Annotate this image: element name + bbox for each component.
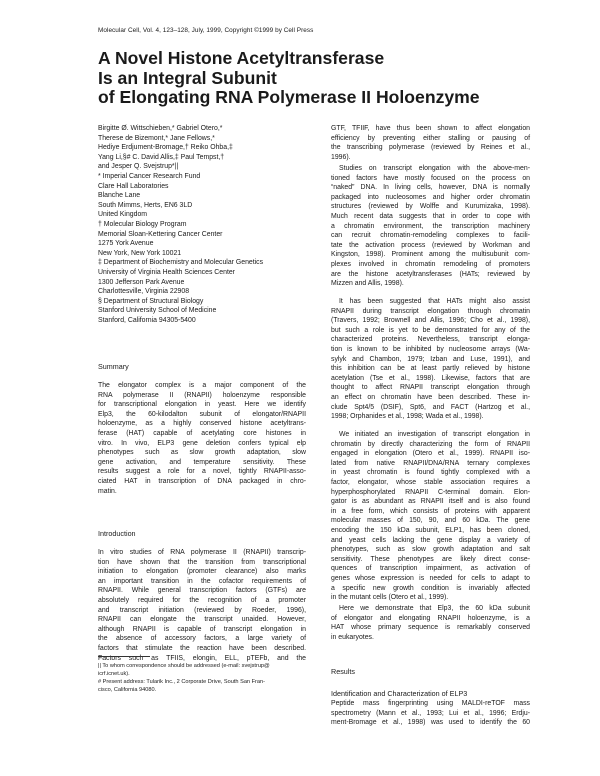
title-line: of Elongating RNA Polymerase II Holoenzyme xyxy=(98,87,480,107)
body-line: RNAPII during transcript elongation through chromatin xyxy=(331,307,530,315)
paragraph-investigation xyxy=(331,430,530,603)
affiliation-line: 1300 Jefferson Park Avenue xyxy=(98,278,185,286)
footnote-divider xyxy=(98,656,150,657)
title-line: Is an Integral Subunit xyxy=(98,67,277,88)
body-line: quences of transcription impairment, as activation of xyxy=(331,565,530,573)
body-line: in a free form, which consists of proteins with apparent xyxy=(331,507,530,515)
article-title xyxy=(98,49,538,108)
body-line: molecular masses of 150, 90, and 60 kDa. The gene xyxy=(331,517,530,525)
summary-line: gene activation, and temperature sensitivity. These xyxy=(98,458,306,466)
paragraph-chromatin xyxy=(331,164,530,289)
summary-line: vitro. In vivo, ELP3 gene deletion confers typical elp xyxy=(98,439,306,447)
summary-line: The elongator complex is a major component of the xyxy=(98,382,306,389)
results-line: Peptide mass fingerprinting using MALDI-reTOF mass xyxy=(331,700,530,707)
body-line: plexes involved in chromatin remodeling of promoters xyxy=(331,260,530,268)
body-line: this inhibition can be at least partly relieved by histone xyxy=(331,365,530,373)
body-line: tate the activation process (reviewed by Workman and xyxy=(331,241,530,249)
body-line: “naked” DNA. In living cells, however, DNA is normally xyxy=(331,184,530,192)
intro-line: and transcript initiation (reviewed by Roeder, 1996), xyxy=(98,606,306,614)
body-line: Much recent data suggests that in order to cope with xyxy=(331,212,530,220)
footnotes xyxy=(98,662,270,694)
summary-heading: Summary xyxy=(98,362,129,371)
body-line: GTF, TFIIF, have thus been shown to affect elongation xyxy=(331,125,530,132)
body-line: sylyk and Chambon, 1979; Izban and Luse, 1991), and xyxy=(331,355,530,363)
body-line: hyperphosphorylated RNAPII C-terminal domain. Elon- xyxy=(331,488,530,496)
authors-affiliations xyxy=(98,124,263,325)
affiliation-line: University of Virginia Health Sciences Center xyxy=(98,268,235,276)
body-line: acetylation (Tse et al., 1998). Likewise, factors that are xyxy=(331,374,530,382)
footnote-line: icrf.icnet.uk). xyxy=(98,671,130,678)
body-line: Kingston, 1998). Prominent among the multisubunit com- xyxy=(331,251,530,259)
paragraph-elp3 xyxy=(331,604,530,642)
body-line: factor, elongator, whose stable association requires a xyxy=(331,478,530,486)
affiliation-line: * Imperial Cancer Research Fund xyxy=(98,172,201,180)
intro-line: factors that stimulate the reaction have been described. xyxy=(98,644,306,652)
body-line: and yeast cells lacking the gene display a variety of xyxy=(331,536,530,544)
summary-line: matin. xyxy=(98,487,117,495)
author-line: Hediye Erdjument-Bromage,† Reiko Ohba,‡ xyxy=(98,144,233,152)
intro-line: RNAPII. While general transcription factors (GTFs) are xyxy=(98,587,306,595)
title-line: A Novel Histone Acetyltransferase xyxy=(98,48,385,68)
body-line: tion is known to be inhibited by nucleosome arrays (Wa- xyxy=(331,345,530,353)
body-line: in the mutant cells (Otero et al., 1999). xyxy=(331,594,449,602)
intro-line: initiation to elongation (promoter clearance) also marks xyxy=(98,568,306,576)
summary-line: results suggest a role for a novel, tightly RNAPII-asso- xyxy=(98,468,306,476)
body-line: packaged into nucleosomes and higher order chromatin xyxy=(331,193,530,201)
introduction-heading: Introduction xyxy=(98,529,136,538)
summary-line: ciated HAT in transcription of DNA packaged in chro- xyxy=(98,477,306,485)
summary-line: Elp3, the 60-kilodalton subunit of elongator/RNAPII xyxy=(98,410,306,418)
summary-text xyxy=(98,381,306,496)
summary-line: for transcriptional elongation in yeast. Here we identify xyxy=(98,401,306,409)
intro-line: In vitro studies of RNA polymerase II (RNAPII) transcrip- xyxy=(98,549,306,556)
journal-citation: Molecular Cell, Vol. 4, 123–128, July, 1999, Copyright ©1999 by Cell Press xyxy=(98,27,314,34)
body-line: are the histone acetyltransferases (HATs; reviewed by xyxy=(331,270,530,278)
body-line: thought to affect RNAPII transcript elongation through xyxy=(331,384,530,392)
intro-continued-text xyxy=(331,124,530,162)
affiliation-line: Stanford University School of Medicine xyxy=(98,307,217,315)
affiliation-line: United Kingdom xyxy=(98,211,148,219)
body-line: of elongator and elongating RNAPII holoenzyme, is a xyxy=(331,614,530,622)
affiliation-line: Clare Hall Laboratories xyxy=(98,182,169,190)
affiliation-line: Stanford, California 94305-5400 xyxy=(98,316,196,324)
body-line: Studies on transcript elongation with the above-men- xyxy=(339,165,530,172)
body-line: an effect on chromatin have been described. These in- xyxy=(331,393,530,401)
body-line: chromatin by directly characterizing the form of RNAPII xyxy=(331,440,530,448)
author-line: and Jesper Q. Svejstrup*|| xyxy=(98,163,179,171)
affiliation-line: 1275 York Avenue xyxy=(98,240,154,248)
body-line: sensitivity. These phenotypes are likely direct conse- xyxy=(331,555,530,563)
results-line: spectrometry (Mann et al., 1993; Lui et al., 1996; Erdju- xyxy=(331,709,530,717)
body-line: (Travers, 1992; Brownell and Allis, 1996; Cho et al., 1998), xyxy=(331,317,530,325)
body-line: phenotypes, such as slow growth adaptation and salt xyxy=(331,546,530,554)
footnote-line: # Present address: Tularik Inc., 2 Corporate Drive, South San Fran- xyxy=(98,679,265,686)
body-line: 1998; Orphanides et al., 1998; Wada et al., 1998). xyxy=(331,413,484,421)
affiliation-line: New York, New York 10021 xyxy=(98,249,182,257)
body-line: engaged in elongation (Otero et al., 1999). RNAPII iso- xyxy=(331,450,530,458)
intro-line: RNAPII can elongate the transcript unaided. However, xyxy=(98,616,306,624)
results-text xyxy=(331,699,530,728)
author-line: Yang Li,§# C. David Allis,‡ Paul Tempst,† xyxy=(98,153,225,161)
summary-line: ferase (HAT) capable of acetylating core histones in xyxy=(98,429,306,437)
affiliation-line: Blanche Lane xyxy=(98,192,141,200)
paragraph-hats xyxy=(331,297,530,422)
body-line: Mizzen and Allis, 1998). xyxy=(331,280,404,288)
intro-line: tion have shown that the transition from transcriptional xyxy=(98,558,306,566)
body-line: a specific new growth condition is invariably affected xyxy=(331,584,530,592)
affiliation-line: South Mimms, Herts, EN6 3LD xyxy=(98,201,193,209)
summary-line: phenotypes such as slow growth adaptation, slow xyxy=(98,449,306,457)
affiliation-line: Memorial Sloan-Kettering Cancer Center xyxy=(98,230,223,238)
body-line: clude Spt4/5 (DSIF), Spt6, and FACT (Hartzog et al., xyxy=(331,403,530,411)
author-line: Therese de Bizemont,* Jane Fellows,* xyxy=(98,134,215,142)
body-line: a chromatin environment, the transcription machinery xyxy=(331,222,530,230)
body-line: characterized proteins. Nevertheless, transcript elonga- xyxy=(331,336,530,344)
body-line: structures (reviewed by Wolffe and Kurumizaka, 1998). xyxy=(331,203,530,211)
footnote-line: cisco, California 94080. xyxy=(98,687,157,694)
body-line: can recruit chromatin-remodeling complexes to facili- xyxy=(331,232,530,240)
subsection-heading: Identification and Characterization of ELP3 xyxy=(331,689,468,698)
body-line: We initiated an investigation of transcript elongation in xyxy=(339,431,530,438)
author-line: Birgitte Ø. Wittschieben,* Gabriel Otero,* xyxy=(98,125,223,132)
intro-line: Factors such as TFIIS, elongin, ELL, pTEFb, and the xyxy=(98,654,306,662)
introduction-text xyxy=(98,548,306,663)
intro-line: the absence of accessory factors, a large variety of xyxy=(98,635,306,643)
intro-line: although RNAPII is capable of transcript elongation in xyxy=(98,625,306,633)
body-line: encoding the 150 kDa subunit, ELP1, has been cloned, xyxy=(331,526,530,534)
body-line: the transcribing polymerase (reviewed by Reines et al., xyxy=(331,144,530,152)
body-line: efficiency by preventing either stalling or pausing of xyxy=(331,134,530,142)
body-line: lated from native RNAPII/DNA/RNA ternary complexes xyxy=(331,459,530,467)
body-line: in yeast chromatin is found tightly complexed with a xyxy=(331,469,530,477)
affiliation-line: Charlottesville, Virginia 22908 xyxy=(98,288,190,296)
affiliation-line: § Department of Structural Biology xyxy=(98,297,204,305)
body-line: gator is as abundant as RNAPII itself and is also found xyxy=(331,498,530,506)
summary-line: holoenzyme, as a highly conserved histone acetyltrans- xyxy=(98,420,306,428)
results-line: ment-Bromage et al., 1998) was used to identify the 60 xyxy=(331,719,530,727)
body-line: 1996). xyxy=(331,153,351,161)
footnote-line: || To whom correspondence should be addressed (e-mail: svejstrup@ xyxy=(98,663,270,669)
body-line: Here we demonstrate that Elp3, the 60 kDa subunit xyxy=(339,605,530,612)
intro-line: absolutely required for the recognition of a promoter xyxy=(98,596,306,604)
body-line: but such a role is yet to be demonstrated for any of the xyxy=(331,326,530,334)
results-heading: Results xyxy=(331,667,355,676)
affiliation-line: † Molecular Biology Program xyxy=(98,220,187,228)
affiliation-line: ‡ Department of Biochemistry and Molecular Genetics xyxy=(98,259,264,267)
body-line: It has been suggested that HATs might also assist xyxy=(339,298,530,305)
body-line: in eukaryotes. xyxy=(331,633,374,641)
body-line: genes whose expression is needed for cells to adapt to xyxy=(331,574,530,582)
summary-line: RNA polymerase II (RNAPII) holoenzyme responsible xyxy=(98,391,306,399)
intro-line: an important transition in the cofactor requirements of xyxy=(98,577,306,585)
body-line: HAT whose primary sequence is remarkably conserved xyxy=(331,624,530,632)
body-line: tioned factors have mostly focused on the process on xyxy=(331,174,530,182)
